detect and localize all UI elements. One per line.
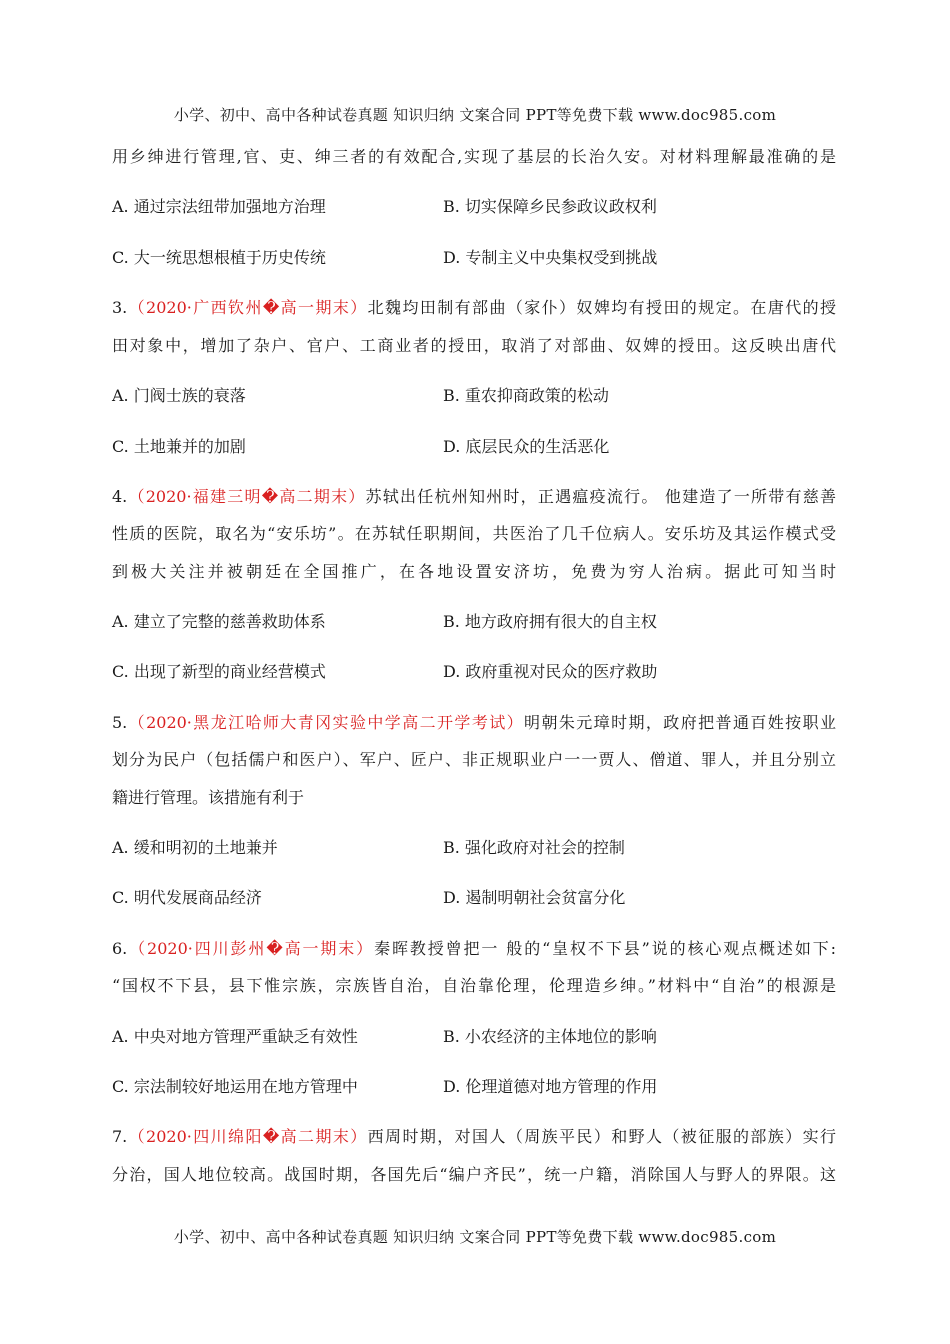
q7-source: （2020·四川绵阳�高二期末） <box>127 1127 368 1146</box>
q6-number: 6. <box>112 939 128 958</box>
q4-number: 4. <box>112 487 128 506</box>
q3-option-a[interactable]: A. 门阀士族的衰落 <box>112 386 246 405</box>
q7-stem-line-1 <box>112 1126 836 1148</box>
q6-source: （2020·四川彭州�高一期末） <box>127 939 375 958</box>
q3-stem-line-2: 田对象中，增加了杂户、官户、工商业者的授田，取消了对部曲、奴婢的授田。这反映出唐代 <box>112 336 836 355</box>
page-header: 小学、初中、高中各种试卷真题 知识归纳 文案合同 PPT等免费下载 www.doc985.com <box>173 106 777 124</box>
q7-stem-text-1: 西周时期，对国人（周族平民）和野人（被征服的部族）实行 <box>367 1127 836 1146</box>
q6-option-b[interactable]: B. 小农经济的主体地位的影响 <box>443 1027 657 1046</box>
q3-option-c[interactable]: C. 土地兼并的加剧 <box>112 437 246 456</box>
q3-source: （2020·广西钦州�高一期末） <box>127 298 368 317</box>
q2-option-c[interactable]: C. 大一统思想根植于历史传统 <box>112 248 326 267</box>
q3-option-d[interactable]: D. 底层民众的生活恶化 <box>443 437 610 456</box>
q4-source: （2020·福建三明�高二期末） <box>127 487 366 506</box>
q3-option-b[interactable]: B. 重农抑商政策的松动 <box>443 386 609 405</box>
q6-option-d[interactable]: D. 伦理道德对地方管理的作用 <box>443 1077 658 1096</box>
q4-option-d[interactable]: D. 政府重视对民众的医疗救助 <box>443 662 658 681</box>
q4-option-c[interactable]: C. 出现了新型的商业经营模式 <box>112 662 326 681</box>
q5-source: （2020·黑龙江哈师大青冈实验中学高二开学考试） <box>127 713 525 732</box>
q3-stem-line-1 <box>112 297 836 319</box>
page-footer: 小学、初中、高中各种试卷真题 知识归纳 文案合同 PPT等免费下载 www.doc985.com <box>173 1228 777 1246</box>
q2-text-line: 用乡绅进行管理,官、吏、绅三者的有效配合,实现了基层的长治久安。对材料理解最准确的是 <box>112 147 836 166</box>
q3-stem-text-1: 北魏均田制有部曲（家仆）奴婢均有授田的规定。在唐代的授 <box>367 298 836 317</box>
q5-option-c[interactable]: C. 明代发展商品经济 <box>112 888 262 907</box>
q5-stem-line-1 <box>112 712 836 734</box>
q4-stem-text-1: 苏轼出任杭州知州时，正遇瘟疫流行。 他建造了一所带有慈善 <box>365 487 836 506</box>
q4-stem-line-1 <box>112 486 836 508</box>
q6-stem-line-2: “国权不下县，县下惟宗族，宗族皆自治，自治靠伦理，伦理造乡绅。”材料中“自治”的根源是 <box>112 976 836 995</box>
q5-stem-line-3: 籍进行管理。该措施有利于 <box>112 788 305 807</box>
q6-option-c[interactable]: C. 宗法制较好地运用在地方管理中 <box>112 1077 358 1096</box>
q3-number: 3. <box>112 298 128 317</box>
q5-number: 5. <box>112 713 128 732</box>
q5-option-b[interactable]: B. 强化政府对社会的控制 <box>443 838 625 857</box>
q2-option-d[interactable]: D. 专制主义中央集权受到挑战 <box>443 248 658 267</box>
q5-option-a[interactable]: A. 缓和明初的土地兼并 <box>112 838 278 857</box>
q5-stem-line-2: 划分为民户（包括儒户和医户）、军户、匠户、非正规职业户一一贾人、僧道、罪人，并且分别立 <box>112 750 836 769</box>
q4-option-b[interactable]: B. 地方政府拥有很大的自主权 <box>443 612 657 631</box>
q6-stem-text-1: 秦晖教授曾把一 般的“皇权不下县”说的核心观点概述如下: <box>374 939 836 958</box>
q4-option-a[interactable]: A. 建立了完整的慈善救助体系 <box>112 612 326 631</box>
q4-stem-line-2: 性质的医院，取名为“安乐坊”。在苏轼任职期间，共医治了几千位病人。安乐坊及其运作模式受 <box>112 524 836 543</box>
q6-stem-line-1 <box>112 938 836 960</box>
q5-stem-text-1: 明朝朱元璋时期，政府把普通百姓按职业 <box>524 713 836 732</box>
q5-option-d[interactable]: D. 遏制明朝社会贫富分化 <box>443 888 626 907</box>
q4-stem-line-3: 到极大关注并被朝廷在全国推广，在各地设置安济坊，免费为穷人治病。据此可知当时 <box>112 562 836 581</box>
q7-stem-line-2: 分治，国人地位较高。战国时期，各国先后“编户齐民”，统一户籍，消除国人与野人的界限。这 <box>112 1165 836 1184</box>
q2-option-a[interactable]: A. 通过宗法纽带加强地方治理 <box>112 197 326 216</box>
q7-number: 7. <box>112 1127 128 1146</box>
q2-option-b[interactable]: B. 切实保障乡民参政议政权利 <box>443 197 657 216</box>
q6-option-a[interactable]: A. 中央对地方管理严重缺乏有效性 <box>112 1027 358 1046</box>
